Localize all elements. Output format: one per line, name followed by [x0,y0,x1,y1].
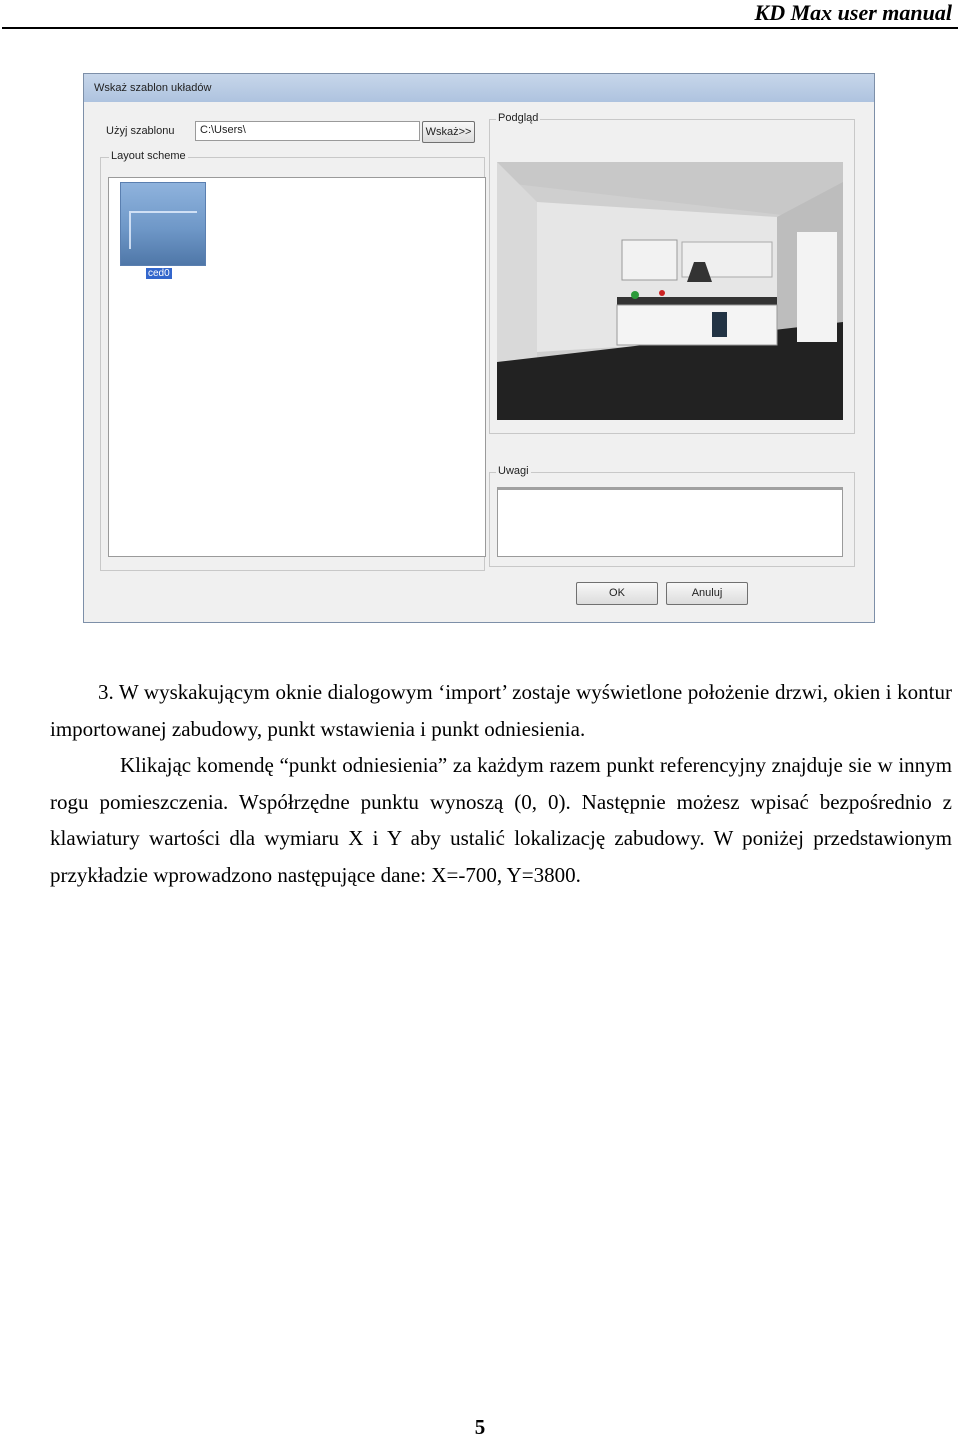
template-dialog-screenshot [83,73,875,623]
use-template-label: Użyj szablonu [106,125,175,137]
layout-scheme-list[interactable] [108,177,486,557]
thumbnail-label[interactable]: ced0 [148,268,170,279]
cancel-button[interactable]: Anuluj [666,582,748,605]
dialog-title: Wskaż szablon układów [94,82,212,94]
kitchen-render [497,162,843,420]
preview-label: Podgląd [498,112,539,124]
manual-title: KD Max user manual [754,0,952,25]
dialog-body [92,102,866,614]
page-number: 5 [474,1415,486,1439]
notes-label: Uwagi [498,465,529,477]
ok-button[interactable]: OK [576,582,658,605]
paragraph-reference-point: Klikając komendę “punkt odniesienia” za każdym razem punkt referencyjny znajduje sie w innym rogu pomieszczenia. Współrzędne punktu wynoszą (0, 0). Następnie możesz wpisać bezpośrednio z klawiatury wartości dla wymiaru X i Y aby ustalić lokalizację zabudowy. W poniżej przedstawionym przykładzie wprowadzono następujące dane: X=-700, Y=3800. [50,753,952,887]
browse-button[interactable]: Wskaż>> [422,121,475,143]
layout-thumbnail[interactable] [120,182,206,266]
template-path-input[interactable]: C:\Users\ [195,121,420,141]
room-outline-icon [129,211,197,249]
header-rule [2,27,958,29]
notes-input[interactable] [497,487,843,557]
paragraph-import-dialog: 3. W wyskakującym oknie dialogowym ‘import’ zostaje wyświetlone położenie drzwi, okien i kontur importowanej zabudowy, punkt wstawienia i punkt odniesienia. [50,680,952,741]
kitchen-preview-image [497,162,843,420]
layout-scheme-label: Layout scheme [111,150,186,162]
dialog-titlebar [84,74,874,102]
